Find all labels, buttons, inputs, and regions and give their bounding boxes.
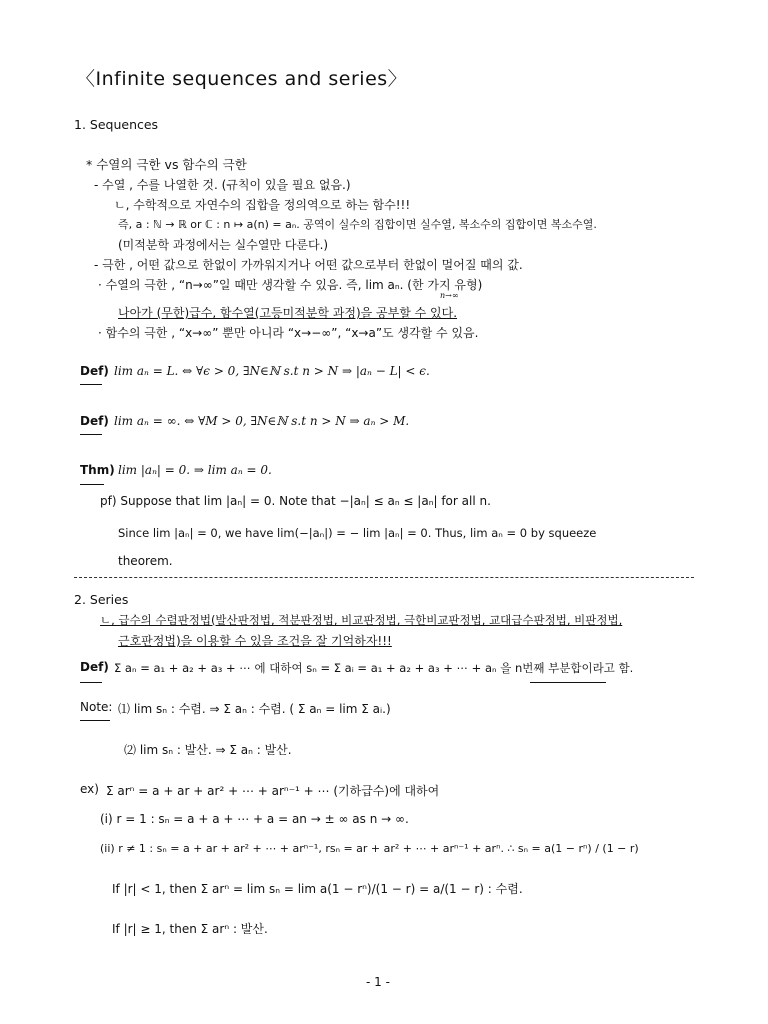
function-limit-line: · 함수의 극한 , “x→∞” 뿐만 아니라 “x→−∞”, “x→a”도 생각할 수 있음. <box>98 326 479 340</box>
series-tests-line-2: 근호판정법)을 이용할 수 있을 조건을 잘 기억하자!!! <box>118 634 392 648</box>
def3-label: Def) <box>80 660 109 674</box>
note-convergent: ⑴ lim sₙ : 수렴. ⇒ Σ aₙ : 수렴. ( Σ aₙ = lim Σ aᵢ.) <box>118 702 391 716</box>
limit-definition-line: - 극한 , 어떤 값으로 한없이 가까워지거나 어떤 값으로부터 한없이 멀어질 때의 값. <box>94 258 523 272</box>
seq-function-line: ㄴ, 수학적으로 자연수의 집합을 정의역으로 하는 함수!!! <box>114 198 411 212</box>
star-heading: * 수열의 극한 vs 함수의 극한 <box>86 157 247 172</box>
note-label: Note: <box>80 700 113 714</box>
def2-underline <box>80 434 102 435</box>
thm-label: Thm) <box>80 463 115 477</box>
series-tests-line-1: ㄴ, 급수의 수렴판정법(발산판정법, 적분판정법, 비교판정법, 극한비교판정법, 교대급수판정법, 비판정법, <box>100 613 623 627</box>
case-r-equals-1: (i) r = 1 : sₙ = a + a + ⋯ + a = an → ± ∞ as n → ∞. <box>100 812 409 826</box>
seq-definition-line: - 수열 , 수를 나열한 것. (규칙이 있을 필요 없음.) <box>94 178 351 192</box>
def1-formula: lim aₙ = L. ⇔ ∀ϵ > 0, ∃N∈ℕ s.t n > N ⇒ |aₙ − L| < ϵ. <box>114 364 430 378</box>
seq-calculus-note: (미적분학 과정에서는 실수열만 다룬다.) <box>118 238 329 252</box>
section-divider <box>74 577 694 578</box>
def1-underline <box>80 384 102 385</box>
proof-line-1: pf) Suppose that lim |aₙ| = 0. Note that −|aₙ| ≤ aₙ ≤ |aₙ| for all n. <box>100 494 491 508</box>
geometric-series-formula: Σ arⁿ = a + ar + ar² + ⋯ + arⁿ⁻¹ + ⋯ (기하급수)에 대하여 <box>106 784 440 798</box>
def2-formula: lim aₙ = ∞. ⇔ ∀M > 0, ∃N∈ℕ s.t n > N ⇒ aₙ > M. <box>114 414 410 428</box>
def1-label: Def) <box>80 364 109 378</box>
seq-formal-line: 즉, a : ℕ → ℝ or ℂ : n ↦ a(n) = aₙ. 공역이 실수의 집합이면 실수열, 복소수의 집합이면 복소수열. <box>118 218 597 231</box>
series-study-note: 나아가 (무한)급수, 함수열(고등미적분학 과정)을 공부할 수 있다. <box>118 306 458 320</box>
case-r-not-1: (ii) r ≠ 1 : sₙ = a + ar + ar² + ⋯ + arⁿ⁻¹, rsₙ = ar + ar² + ⋯ + arⁿ⁻¹ + arⁿ. ∴ sₙ = a(1 − rⁿ) / (1 − r) <box>100 842 639 855</box>
lim-subscript: n→∞ <box>440 291 459 300</box>
note-divergent: ⑵ lim sₙ : 발산. ⇒ Σ aₙ : 발산. <box>124 743 292 757</box>
proof-line-2: Since lim |aₙ| = 0, we have lim(−|aₙ|) = − lim |aₙ| = 0. Thus, lim aₙ = 0 by squeeze <box>118 526 597 540</box>
section-heading-series: 2. Series <box>74 592 129 607</box>
def2-label: Def) <box>80 414 109 428</box>
def3-underline <box>80 682 102 683</box>
partial-sum-underline <box>530 682 606 683</box>
section-heading-sequences: 1. Sequences <box>74 117 159 132</box>
example-label: ex) <box>80 782 99 796</box>
page-number: - 1 - <box>366 975 390 989</box>
proof-line-3: theorem. <box>118 554 173 568</box>
page-title: 〈Infinite sequences and series〉 <box>76 68 408 90</box>
sequence-limit-line: · 수열의 극한 , “n→∞”일 때만 생각할 수 있음. 즉, lim aₙ. (한 가지 유형) <box>98 278 483 292</box>
case-convergent: If |r| < 1, then Σ arⁿ = lim sₙ = lim a(1 − rⁿ)/(1 − r) = a/(1 − r) : 수렴. <box>112 882 523 896</box>
note-underline <box>80 720 110 721</box>
def3-formula: Σ aₙ = a₁ + a₂ + a₃ + ⋯ 에 대하여 sₙ = Σ aᵢ = a₁ + a₂ + a₃ + ⋯ + aₙ 을 n번째 부분합이라고 함. <box>114 661 634 675</box>
case-divergent: If |r| ≥ 1, then Σ arⁿ : 발산. <box>112 922 268 936</box>
thm-formula: lim |aₙ| = 0. ⇒ lim aₙ = 0. <box>118 463 272 477</box>
thm-underline <box>80 484 104 485</box>
